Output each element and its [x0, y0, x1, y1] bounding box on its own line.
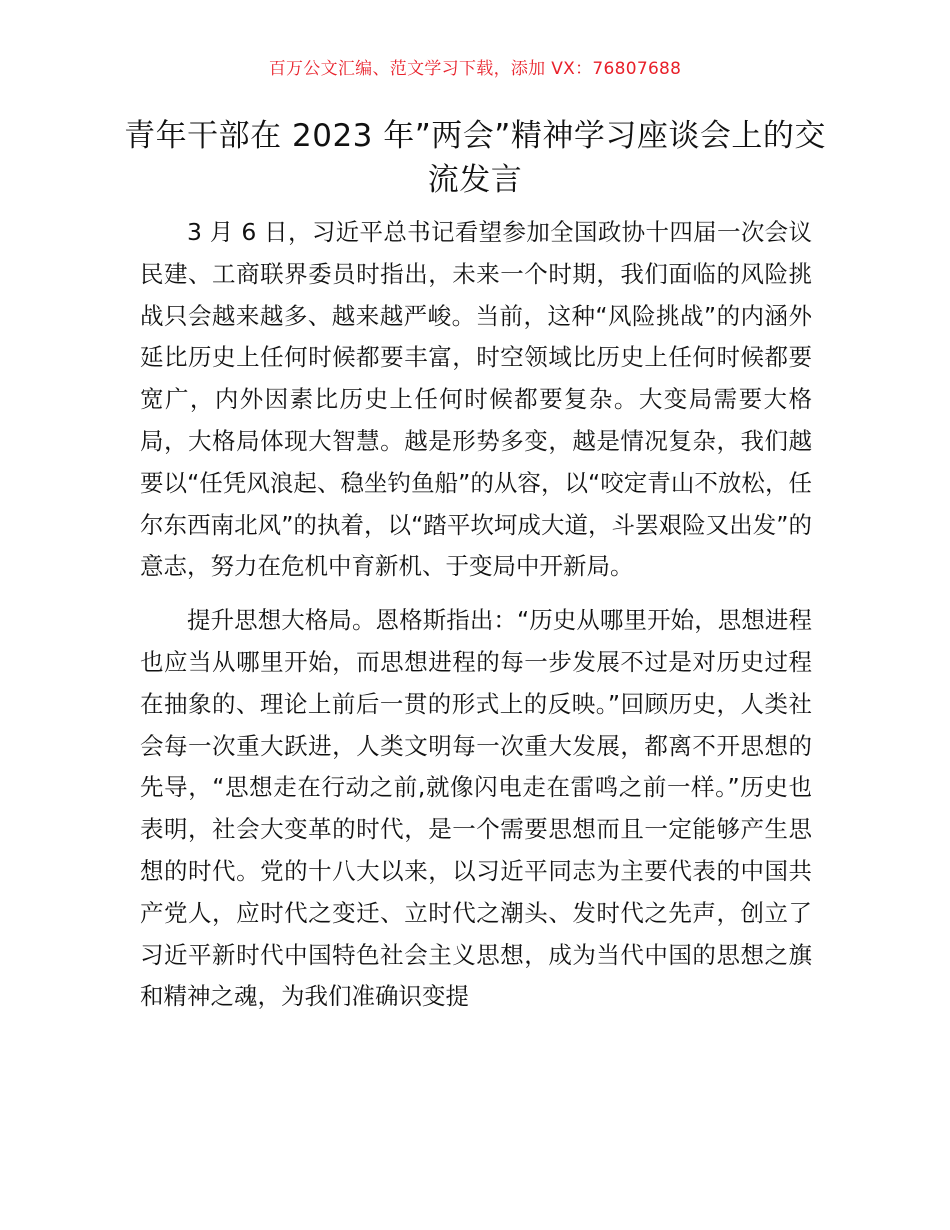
- paragraph-2: 提升思想大格局。恩格斯指出：“历史从哪里开始，思想进程也应当从哪里开始，而思想进程的每一步发展不过是对历史过程在抽象的、理论上前后一贯的形式上的反映。”回顾历史，人类社会每一次重大跃进，人类文明每一次重大发展，都离不开思想的先导，“思想走在行动之前,就像闪电走在雷鸣之前一样。”历史也表明，社会大变革的时代，是一个需要思想而且一定能够产生思想的时代。党的十八大以来，以习近平同志为主要代表的中国共产党人，应时代之变迁、立时代之潮头、发时代之先声，创立了习近平新时代中国特色社会主义思想，成为当代中国的思想之旗和精神之魂，为我们准确识变提: [140, 606, 812, 1011]
- document-body: [140, 212, 812, 1030]
- paragraph-1: 3 月 6 日，习近平总书记看望参加全国政协十四届一次会议民建、工商联界委员时指出，未来一个时期，我们面临的风险挑战只会越来越多、越来越严峻。当前，这种“风险挑战”的内涵外延比历史上任何时候都要丰富，时空领域比历史上任何时候都要宽广，内外因素比历史上任何时候都要复杂。大变局需要大格局，大格局体现大智慧。越是形势多变，越是情况复杂，我们越要以“任凭风浪起、稳坐钓鱼船”的从容，以“咬定青山不放松，任尔东西南北风”的执着，以“踏平坎坷成大道，斗罢艰险又出发”的意志，努力在危机中育新机、于变局中开新局。: [140, 218, 812, 581]
- document-title: 青年干部在 2023 年”两会”精神学习座谈会上的交流发言: [124, 118, 826, 198]
- header-banner: 百万公文汇编、范文学习下载，添加 VX：76807688: [268, 59, 682, 79]
